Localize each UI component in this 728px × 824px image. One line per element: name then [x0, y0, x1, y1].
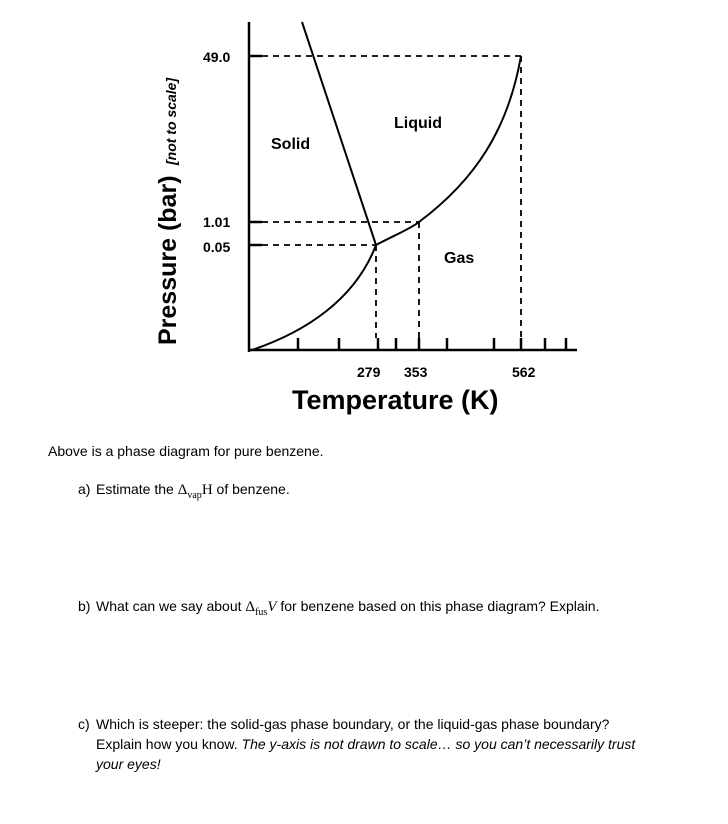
region-label-gas: Gas — [444, 250, 475, 267]
y-tick-label-49: 49.0 — [203, 49, 231, 65]
intro-text: Above is a phase diagram for pure benzene. — [48, 443, 324, 459]
question-b-text: What can we say about $\Delta_{fus}V$ for benzene based on this phase diagram? Explain. — [96, 598, 600, 618]
y-axis-title: Pressure (bar) [not to scale] — [154, 77, 182, 345]
y-tick-label-0-05: 0.05 — [203, 239, 231, 255]
x-tick-label-353: 353 — [404, 364, 428, 380]
x-axis-title: Temperature (K) — [292, 385, 499, 415]
region-label-solid: Solid — [271, 136, 311, 153]
question-a-text: Estimate the $\Delta_{vap}H$ of benzene. — [96, 481, 290, 501]
x-tick-label-562: 562 — [512, 364, 536, 380]
dashed-guides — [262, 56, 521, 338]
solid-gas-boundary — [252, 245, 376, 350]
x-tick-label-279: 279 — [357, 364, 381, 380]
question-b-label: b) — [78, 598, 91, 614]
question-c-text: Which is steeper: the solid-gas phase boundary, or the liquid-gas phase boundary? Explain how you know. The y-axis is not drawn to scale… so you can’t necessarily trust your eyes! — [96, 716, 636, 772]
question-c-label: c) — [78, 716, 90, 732]
liquid-gas-boundary — [376, 56, 521, 245]
y-tick-label-1-01: 1.01 — [203, 214, 231, 230]
region-label-liquid: Liquid — [394, 115, 442, 132]
x-tick-marks — [298, 338, 566, 350]
question-a-label: a) — [78, 481, 91, 497]
